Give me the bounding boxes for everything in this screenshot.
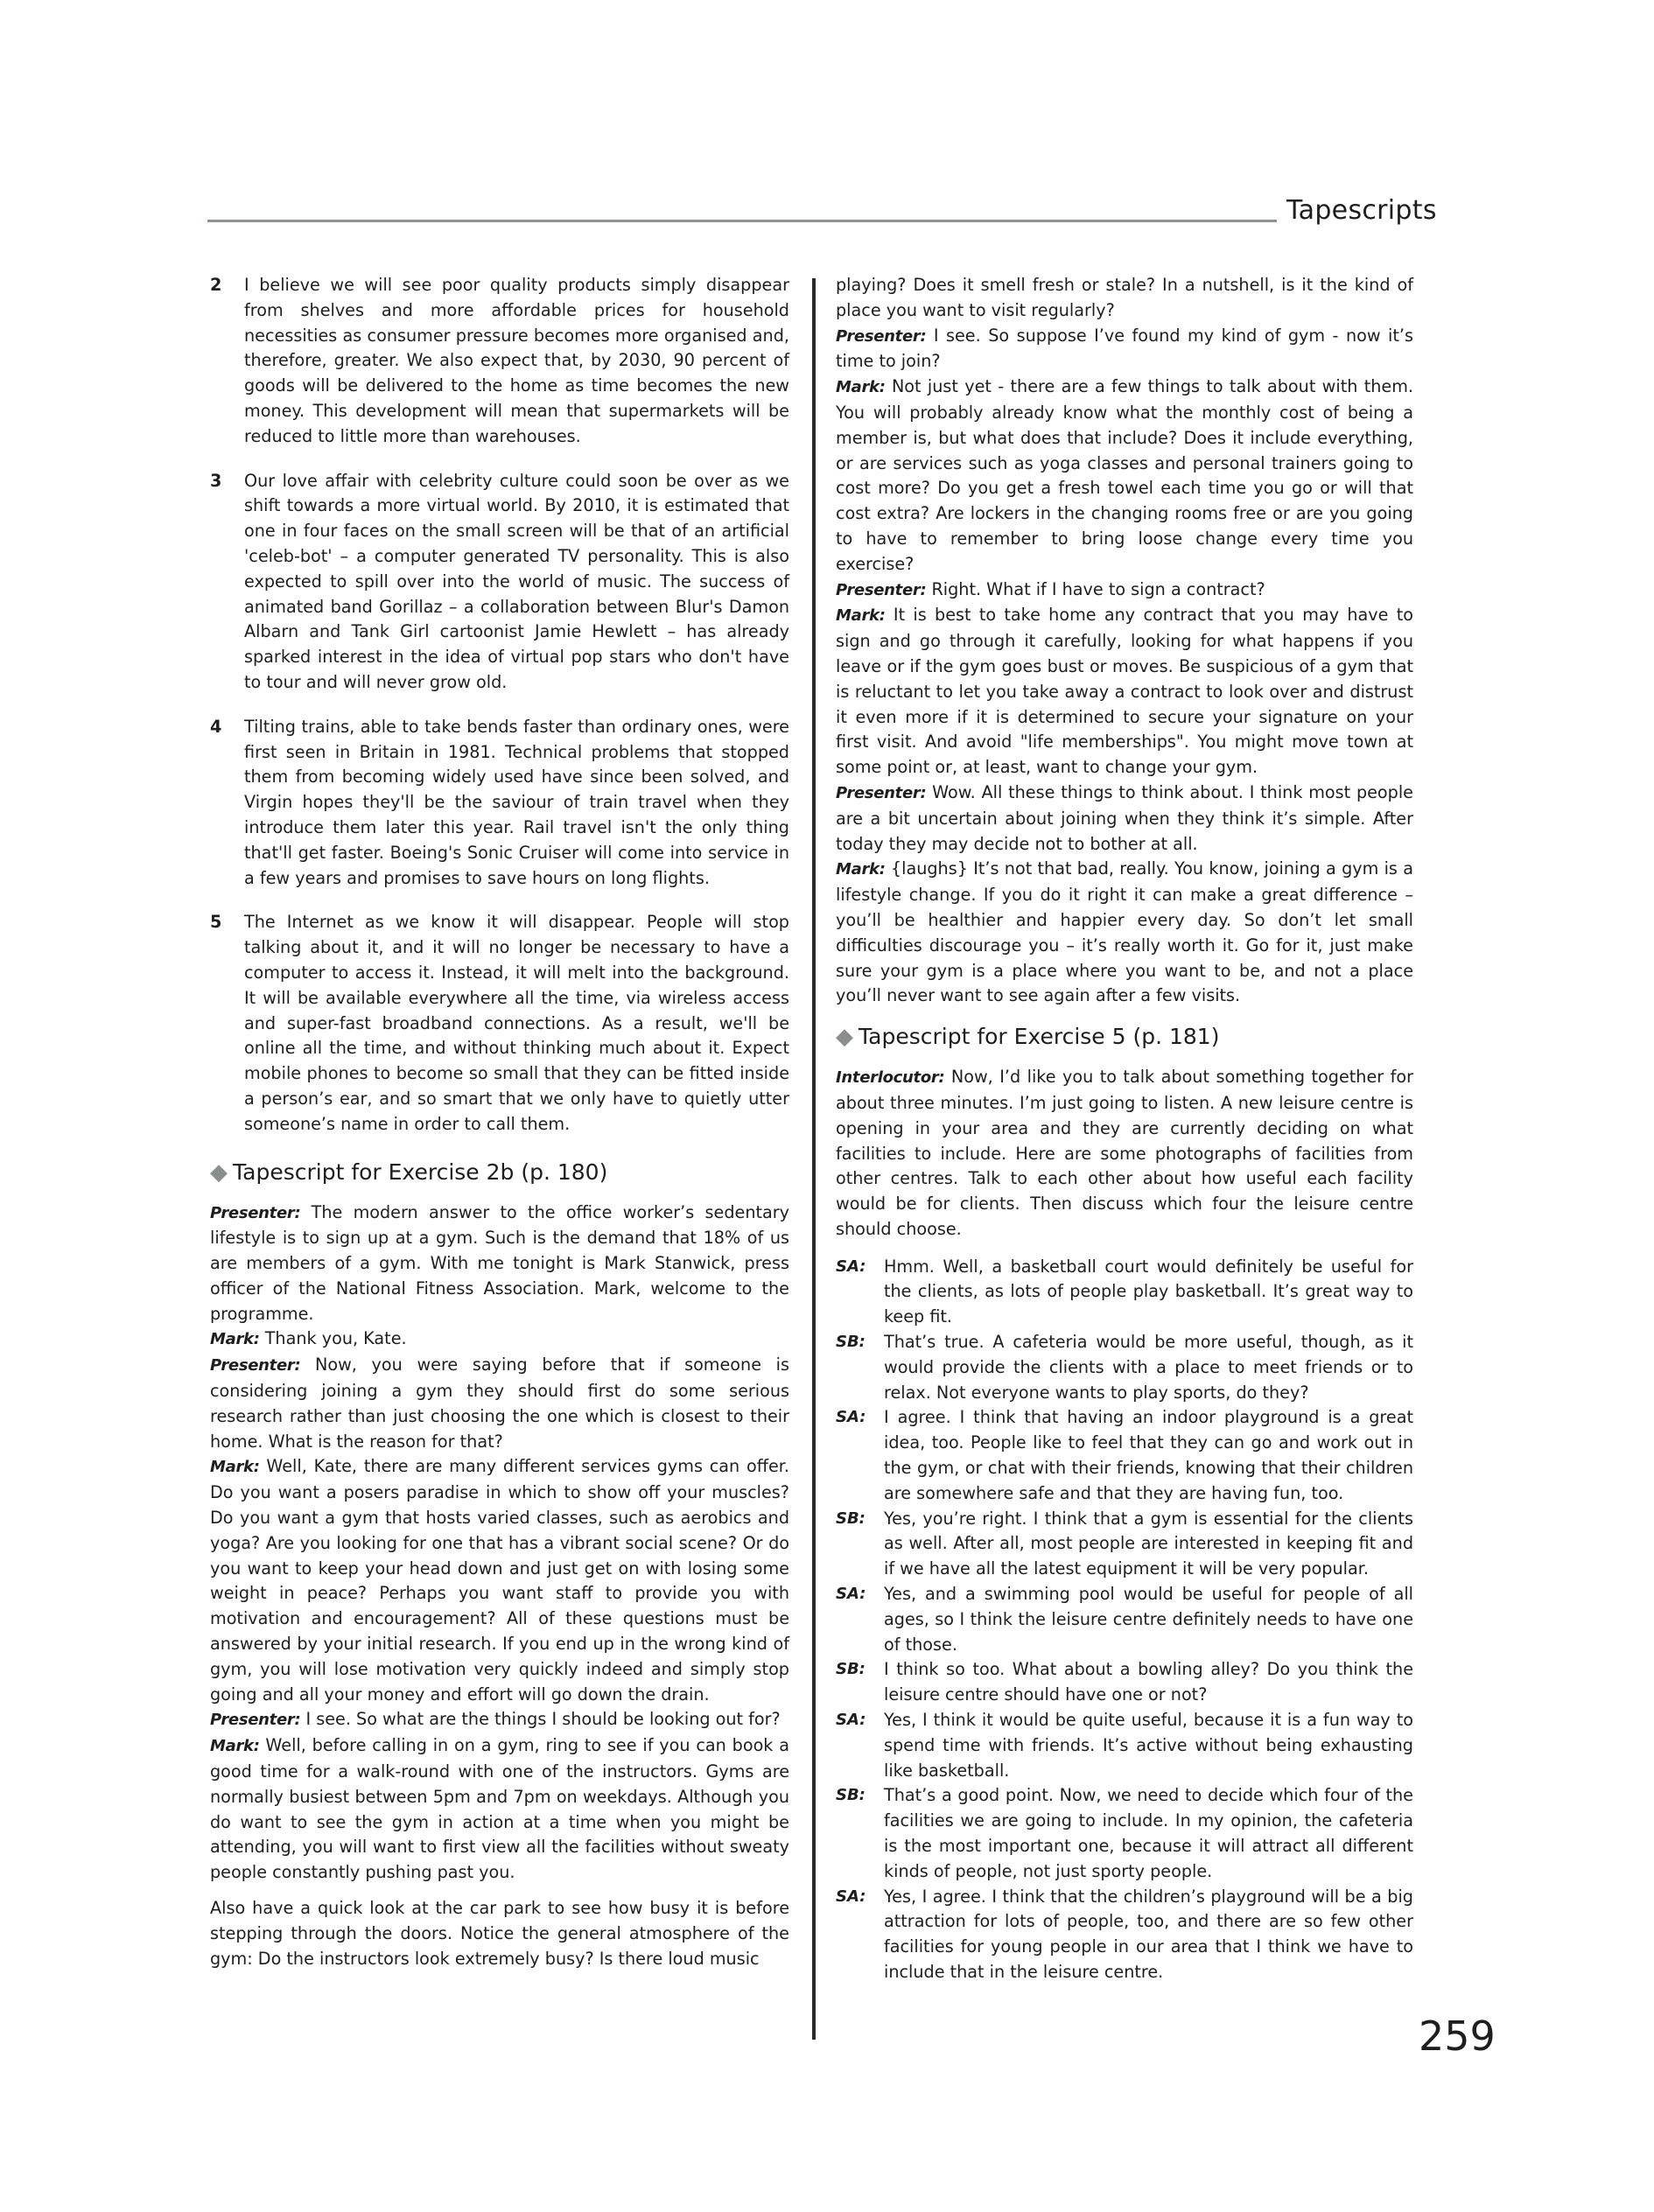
line-text: Now, you were saying before that if someone is considering joining a gym they should first do some serious research rather than just choosing the one which is closest to their home. What is the reason for that? (210, 1354, 789, 1452)
script-line (836, 1065, 1413, 1242)
speaker-label: SB: (836, 1508, 866, 1528)
item-text: I believe we will see poor quality products simply disappear from shelves and more affordable prices for household necessities as consumer pressure becomes more organised and, therefore, greater. We also expect that, by 2030, 90 percent of goods will be delivered to the home as time becomes the new money. This development will mean that supermarkets will be reduced to little more than warehouses. (244, 275, 789, 446)
diamond-bullet-icon: ◆ (836, 1024, 853, 1051)
section-heading (836, 1021, 1413, 1053)
line-text: Yes, I agree. I think that the children’s playground will be a big attraction for lots of people, too, and there are so few other facilities for young people in our area that I think we have to include that in the leisure centre. (884, 1886, 1413, 1982)
section-heading-text: Tapescript for Exercise 2b (p. 180) (233, 1158, 608, 1185)
list-item (210, 273, 789, 450)
right-column (836, 273, 1413, 1985)
speaker-label: Presenter: (210, 1203, 301, 1222)
list-item (210, 715, 789, 892)
speaker-label: SA: (836, 1585, 866, 1604)
line-text: Now, I’d like you to talk about something together for about three minutes. I’m just going to listen. A new leisure centre is opening in your area and they are currently deciding on what facilities to include. Here are some photographs of facilities from other centres. Talk to each other about how useful each facility would be for clients. Then discuss which four the leisure centre should choose. (836, 1067, 1413, 1239)
section-heading (210, 1157, 789, 1188)
script-line (210, 1707, 789, 1733)
speaker-label: SB: (836, 1333, 866, 1352)
line-text: Thank you, Kate. (259, 1328, 407, 1349)
line-text: Not just yet - there are a few things to talk about with them. You will probably already know what the monthly cost of being a member is, but what does that include? Does it include everything, or are services such as yoga classes and personal trainers going to cost more? Do you get a fresh towel each time you go or will that cost extra? Are lockers in the changing rooms free or are you going to have to remember to bring loose change every time you exercise? (836, 376, 1413, 574)
line-text: Right. What if I have to sign a contract? (926, 578, 1265, 599)
script-line (210, 1200, 789, 1327)
speaker-label: Mark: (210, 1330, 260, 1349)
running-header: Tapescripts (1286, 195, 1437, 226)
script-line (210, 1454, 789, 1707)
script-line (836, 780, 1413, 857)
line-text: Hmm. Well, a basketball court would definitely be useful for the clients, as lots of people play basketball. It’s great way to keep fit. (884, 1256, 1413, 1327)
line-text: I agree. I think that having an indoor playground is a great idea, too. People like to feel that they can go and work out in the gym, or chat with their friends, knowing that their children are somewhere safe and that they are having fun, too. (884, 1407, 1413, 1503)
script-line (210, 1733, 789, 1886)
script-line (836, 857, 1413, 1009)
line-text: It is best to take home any contract that you may have to sign and go through it carefully, looking for what happens if you leave or if the gym goes bust or moves. Be suspicious of a gym that is reluctant to let you take away a contract to look over and distrust it even more if it is determined to secure your signature on your first visit. And avoid "life memberships". You might move town at some point or, at least, want to change your gym. (836, 605, 1413, 778)
dialogue-line (836, 1330, 1413, 1405)
speaker-label: Mark: (210, 1458, 260, 1477)
dialogue-line (836, 1885, 1413, 1985)
script-line (210, 1326, 789, 1353)
item-text: Our love affair with celebrity culture could soon be over as we shift towards a more virtual world. By 2010, it is estimated that one in four faces on the small screen will be that of an artificial 'celeb-bot' – a computer generated TV personality. This is also expected to spill over into the world of music. The success of animated band Gorillaz – a collaboration between Blur's Damon Albarn and Tank Girl cartoonist Jamie Hewlett – has already sparked interest in the idea of virtual pop stars who don't have to tour and will never grow old. (244, 470, 789, 692)
speaker-label: Mark: (836, 606, 886, 626)
dialogue-line (836, 1507, 1413, 1582)
speaker-label: SA: (836, 1256, 866, 1276)
column-divider (812, 278, 816, 2040)
speaker-label: Mark: (836, 860, 886, 879)
diamond-bullet-icon: ◆ (210, 1158, 228, 1186)
script-line (836, 324, 1413, 375)
dialogue-line (836, 1708, 1413, 1783)
dialogue-line (836, 1657, 1413, 1708)
header-rule (207, 220, 1277, 222)
line-text: The modern answer to the office worker’s sedentary lifestyle is to sign up at a gym. Such is the demand that 18% of us are members of a gym. With me tonight is Mark Stanwick, press officer of the National Fitness Association. Mark, welcome to the programme. (210, 1201, 789, 1324)
line-text: Yes, and a swimming pool would be useful for people of all ages, so I think the leisure centre definitely needs to have one of those. (884, 1584, 1413, 1655)
script-line (836, 374, 1413, 577)
line-text: Well, Kate, there are many different services gyms can offer. Do you want a posers paradise in which to show off your muscles? Do you want a gym that hosts varied classes, such as aerobics and yoga? Are you looking for one that has a vibrant social scene? Or do you want to keep your head down and just get on with losing some weight in peace? Perhaps you want staff to provide you with motivation and encouragement? All of these questions must be answered by your initial research. If you end up in the wrong kind of gym, you will lose motivation very quickly indeed and simply stop going and all your money and effort will go down the drain. (210, 1456, 789, 1704)
line-text: That’s true. A cafeteria would be more useful, though, as it would provide the clients with a place to meet friends or to relax. Not everyone wants to play sports, do they? (884, 1332, 1413, 1403)
line-text: That’s a good point. Now, we need to decide which four of the facilities we are going to include. In my opinion, the cafeteria is the most important one, because it will attract all different kinds of people, not just sporty people. (884, 1785, 1413, 1881)
item-number: 5 (210, 912, 222, 933)
item-number: 2 (210, 275, 222, 295)
list-item (210, 469, 789, 696)
speaker-label: Presenter: (836, 783, 927, 802)
page-number: 259 (1419, 2012, 1496, 2060)
speaker-label: SA: (836, 1886, 866, 1906)
line-text: {laughs} It’s not that bad, really. You know, joining a gym is a lifestyle change. If you do it right it can make a great difference – you’ll be healthier and happier every day. So don’t let small difficulties discourage you – it’s really worth it. Go for it, just make sure your gym is a place where you want to be, and not a place you’ll never want to see again after a few visits. (836, 858, 1413, 1006)
speaker-label: SA: (836, 1408, 866, 1427)
speaker-label: Presenter: (210, 1711, 301, 1730)
script-line (836, 578, 1413, 604)
speaker-label: Interlocutor: (836, 1068, 945, 1088)
line-text: Yes, you’re right. I think that a gym is essential for the clients as well. After all, most people are interested in keeping fit and if we have all the latest equipment it will be very popular. (884, 1508, 1413, 1579)
speaker-label: Presenter: (836, 580, 927, 599)
dialogue-line (836, 1783, 1413, 1884)
section-heading-text: Tapescript for Exercise 5 (p. 181) (859, 1024, 1220, 1050)
speaker-label: Presenter: (210, 1356, 301, 1376)
speaker-label: Mark: (210, 1737, 260, 1756)
paragraph: playing? Does it smell fresh or stale? In a nutshell, is it the kind of place you want to visit regularly? (836, 275, 1413, 320)
dialogue-line (836, 1582, 1413, 1657)
line-text: Wow. All these things to think about. I think most people are a bit uncertain about joining when they think it’s simple. After today they may decide not to bother at all. (836, 781, 1413, 854)
item-number: 4 (210, 716, 222, 737)
dialogue-line (836, 1255, 1413, 1330)
script-line (210, 1353, 789, 1454)
speaker-label: Mark: (836, 378, 886, 397)
speaker-label: Presenter: (836, 326, 927, 346)
speaker-label: SB: (836, 1786, 866, 1805)
line-text: I see. So suppose I’ve found my kind of gym - now it’s time to join? (836, 325, 1413, 372)
line-text: I think so too. What about a bowling alley? Do you think the leisure centre should have one or not? (884, 1659, 1413, 1705)
item-number: 3 (210, 470, 222, 491)
paragraph: Also have a quick look at the car park to see how busy it is before stepping through the doors. Notice the general atmosphere of the gym: Do the instructors look extremely busy? Is there loud music (210, 1898, 789, 1969)
left-column (210, 273, 789, 1971)
line-text: Yes, I think it would be quite useful, because it is a fun way to spend time with friends. It’s active without being exhausting like basketball. (884, 1710, 1413, 1781)
item-text: Tilting trains, able to take bends faster than ordinary ones, were first seen in Britain in 1981. Technical problems that stopped them from becoming widely used have since been solved, and Virgin hopes they'll be the saviour of train travel when they introduce them later this year. Rail travel isn't the only thing that'll get faster. Boeing's Sonic Cruiser will come into service in a few years and promises to save hours on long flights. (244, 716, 789, 888)
item-text: The Internet as we know it will disappear. People will stop talking about it, and it will no longer be necessary to have a computer to access it. Instead, it will melt into the background. It will be available everywhere all the time, via wireless access and super-fast broadband connections. As a result, we'll be online all the time, and without thinking much about it. Expect mobile phones to become so small that they can be fitted inside a person’s ear, and so smart that we only have to quietly utter someone’s name in order to call them. (244, 912, 789, 1134)
line-text: I see. So what are the things I should be looking out for? (300, 1709, 781, 1730)
line-text: Well, before calling in on a gym, ring to see if you can book a good time for a walk-round with one of the instructors. Gyms are normally busiest between 5pm and 7pm on weekdays. Although you do want to see the gym in action at a time when you might be attending, you will want to first view all the facilities without sweaty people constantly pushing past you. (210, 1735, 789, 1883)
list-item (210, 910, 789, 1137)
dialogue-line (836, 1405, 1413, 1506)
speaker-label: SB: (836, 1660, 866, 1679)
speaker-label: SA: (836, 1711, 866, 1730)
script-line (836, 603, 1413, 780)
